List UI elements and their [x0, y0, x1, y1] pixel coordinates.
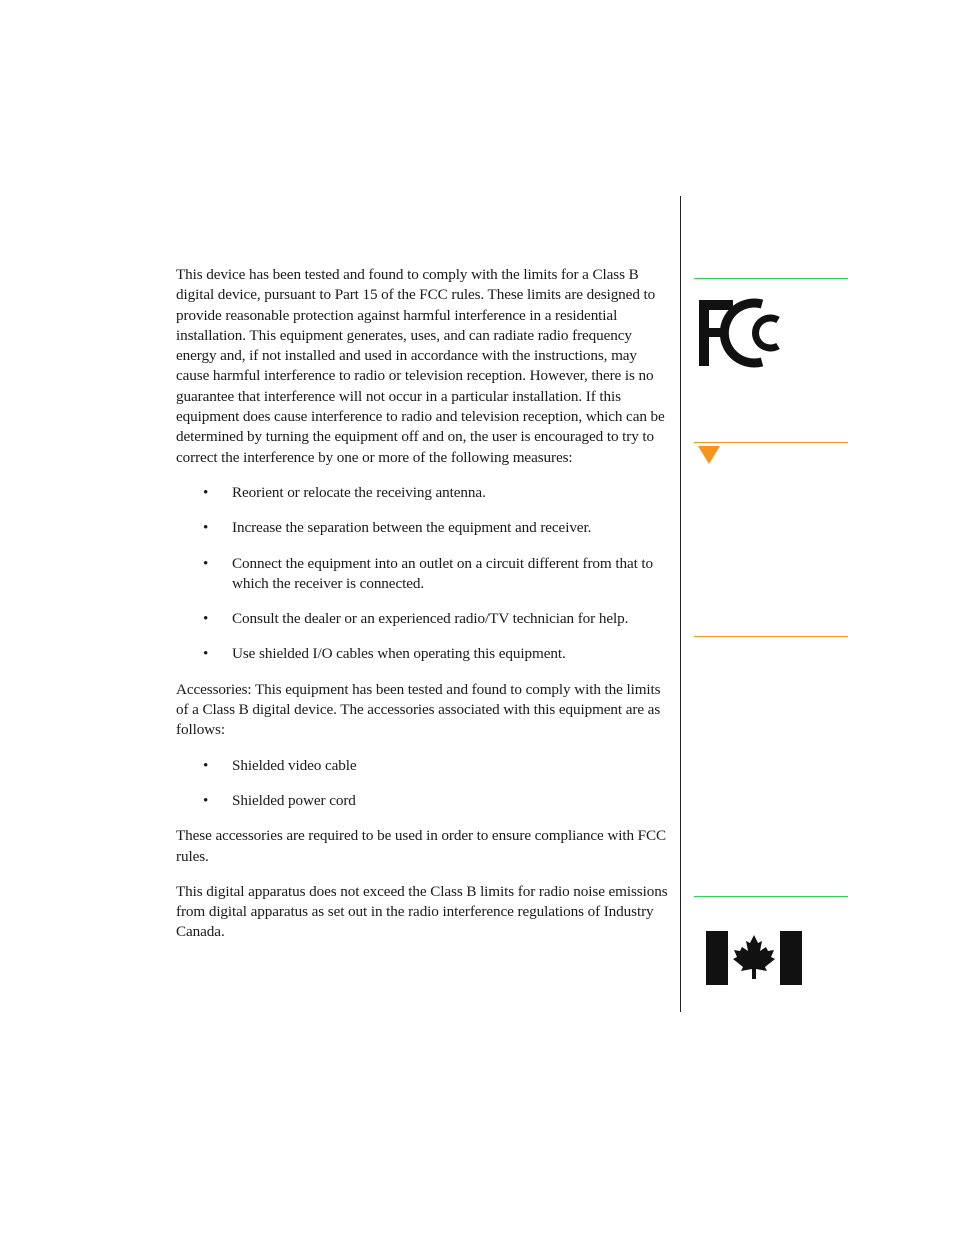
canada-section-rule	[694, 896, 848, 897]
fcc-logo-icon	[698, 298, 794, 368]
accessories-paragraph: Accessories: This equipment has been tested and found to comply with the limits of a Class B digital device. The accessories associated with this equipment are as follows:	[176, 680, 661, 739]
interference-measures-list	[176, 483, 668, 665]
list-item-text: Connect the equipment into an outlet on a circuit different from that to which the receiver is connected.	[232, 554, 654, 592]
bullet-icon: •	[203, 645, 209, 663]
list-item	[176, 518, 668, 538]
accessories-list	[176, 756, 668, 812]
industry-canada-paragraph: This digital apparatus does not exceed the Class B limits for radio noise emissions from digital apparatus as set out in the radio interference regulations of Industry Canada.	[176, 882, 668, 941]
list-item-text: Increase the separation between the equipment and receiver.	[232, 519, 592, 537]
list-item-text: Shielded power cord	[232, 791, 356, 809]
bullet-icon: •	[203, 756, 209, 774]
list-item-text: Shielded video cable	[232, 756, 357, 774]
list-item	[176, 483, 668, 503]
list-item-text: Consult the dealer or an experienced radio/TV technician for help.	[232, 610, 629, 628]
list-item	[176, 644, 668, 664]
bullet-icon: •	[203, 610, 209, 628]
list-item	[176, 554, 668, 595]
main-text-column	[176, 265, 668, 958]
caution-section-rule	[694, 442, 848, 443]
sidebar-divider	[680, 196, 681, 1012]
bullet-icon: •	[203, 791, 209, 809]
bullet-icon: •	[203, 519, 209, 537]
caution-end-rule	[694, 636, 848, 637]
list-item-text: Reorient or relocate the receiving antenna.	[232, 483, 486, 501]
list-item	[176, 756, 668, 776]
caution-triangle-icon	[698, 446, 720, 464]
bullet-icon: •	[203, 554, 209, 572]
list-item	[176, 791, 668, 811]
list-item-text: Use shielded I/O cables when operating this equipment.	[232, 645, 566, 663]
fcc-compliance-paragraph: This device has been tested and found to comply with the limits for a Class B digital device, pursuant to Part 15 of the FCC rules. These limits are designed to provide reasonable protection against harmful interference in a residential installation. This equipment generates, uses, and can radiate radio frequency energy and, if not installed and used in accordance with the instructions, may cause harmful interference to radio or television reception. However, there is no guarantee that interference will not occur in a particular installation. If this equipment does cause interference to radio and television reception, which can be determined by turning the equipment off and on, the user is encouraged to try to correct the interference by one or more of the following measures:	[176, 266, 665, 466]
fcc-section-rule	[694, 278, 848, 279]
canada-flag-icon	[706, 931, 802, 985]
compliance-paragraph: These accessories are required to be used in order to ensure compliance with FCC rules.	[176, 827, 667, 865]
bullet-icon: •	[203, 483, 209, 501]
list-item	[176, 609, 668, 629]
